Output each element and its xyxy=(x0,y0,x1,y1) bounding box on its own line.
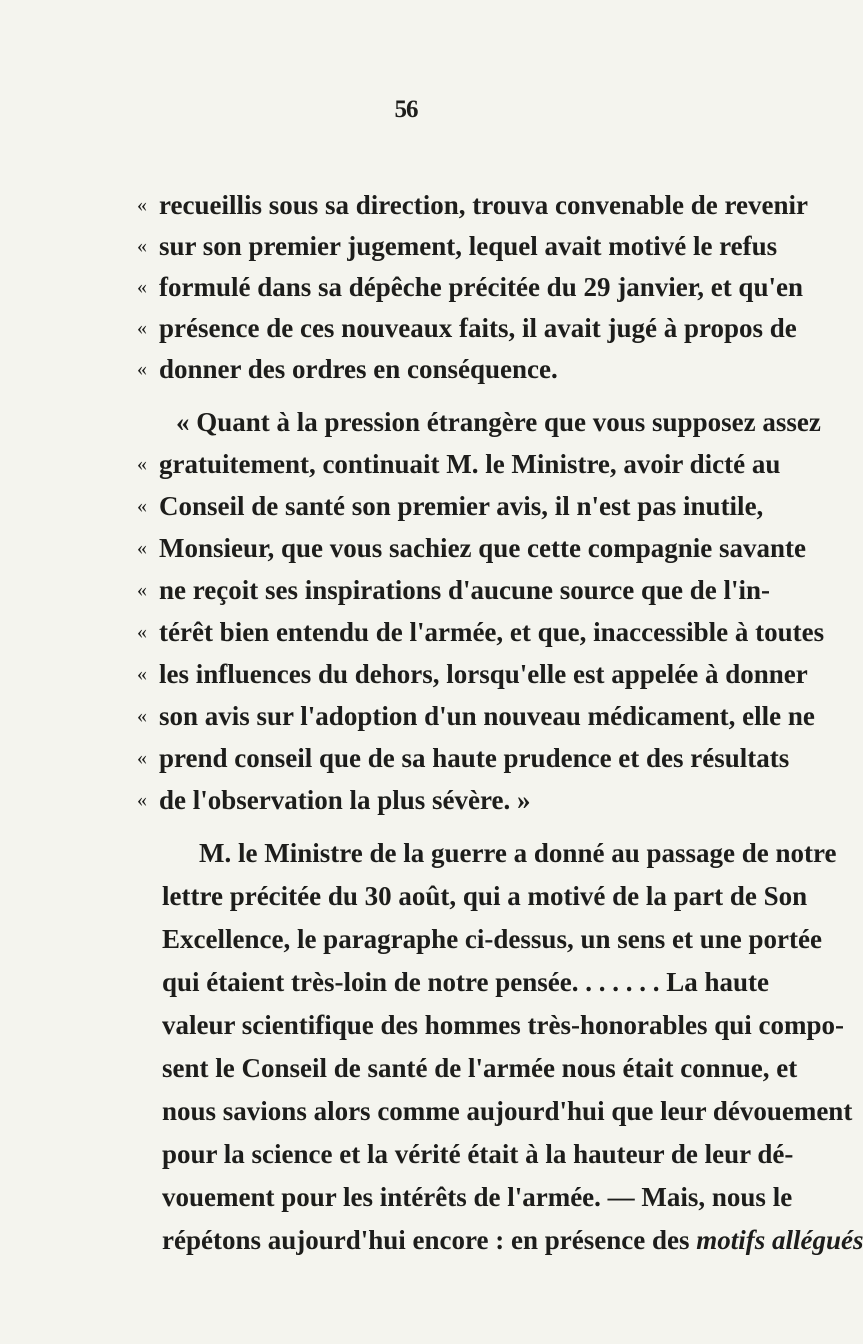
quote-line-text: gratuitement, continuait M. le Ministre, avoir dicté au xyxy=(159,449,781,479)
quote-line-text: de l'observation la plus sévère. » xyxy=(159,785,531,815)
quote-line-text: Monsieur, que vous sachiez que cette compagnie savante xyxy=(159,533,806,563)
quote-line xyxy=(137,573,771,607)
paragraph-line: nous savions alors comme aujourd'hui que leur dévouement xyxy=(162,1096,853,1126)
quote-line xyxy=(137,229,778,263)
paragraph-line: vouement pour les intérêts de l'armée. — Mais, nous le xyxy=(162,1182,793,1212)
quote-mark: « xyxy=(137,663,147,685)
paragraph-line: valeur scientifique des hommes très-honorables qui compo- xyxy=(162,1010,844,1040)
paragraph-line: sent le Conseil de santé de l'armée nous était connue, et xyxy=(162,1053,798,1083)
quote-line-text: recueillis sous sa direction, trouva convenable de revenir xyxy=(159,190,808,220)
quote-line xyxy=(137,489,764,523)
quote-line-text: ne reçoit ses inspirations d'aucune source que de l'in- xyxy=(159,575,771,605)
quote-line xyxy=(137,741,790,775)
paragraph-line-text: répétons aujourd'hui encore : en présence des xyxy=(162,1225,697,1255)
quote-line-text: les influences du dehors, lorsqu'elle est appelée à donner xyxy=(159,659,808,689)
quote-line-text: son avis sur l'adoption d'un nouveau médicament, elle ne xyxy=(159,701,815,731)
paragraph-line-last xyxy=(162,1223,863,1257)
italic-phrase: motifs allégués xyxy=(696,1225,863,1255)
quote-mark: « xyxy=(137,276,147,298)
quote-mark: « xyxy=(137,579,147,601)
quote-line xyxy=(137,699,815,733)
quote-line-text: sur son premier jugement, lequel avait motivé le refus xyxy=(159,231,778,261)
quote-mark: « xyxy=(137,789,147,811)
quote-line-text: donner des ordres en conséquence. xyxy=(159,354,558,384)
quote-mark: « xyxy=(137,194,147,216)
quote-line-text: présence de ces nouveaux faits, il avait jugé à propos de xyxy=(159,313,797,343)
paragraph-line: lettre précitée du 30 août, qui a motivé de la part de Son xyxy=(162,881,808,911)
quote-line xyxy=(137,531,806,565)
quote-line-text: Conseil de santé son premier avis, il n'est pas inutile, xyxy=(159,491,764,521)
quote-paragraph-start: « Quant à la pression étrangère que vous supposez assez xyxy=(176,407,821,437)
paragraph-line: M. le Ministre de la guerre a donné au passage de notre xyxy=(199,838,837,868)
quote-line xyxy=(137,615,825,649)
quote-line xyxy=(137,657,808,691)
quote-line xyxy=(137,352,679,386)
quote-line xyxy=(137,447,781,481)
paragraph-line: qui étaient très-loin de notre pensée. . . . . . . La haute xyxy=(162,967,769,997)
quote-line-text: térêt bien entendu de l'armée, et que, inaccessible à toutes xyxy=(159,617,825,647)
quote-line xyxy=(137,270,803,304)
quote-mark: « xyxy=(137,495,147,517)
paragraph-line: Excellence, le paragraphe ci-dessus, un sens et une portée xyxy=(162,924,822,954)
quote-mark: « xyxy=(137,453,147,475)
paragraph-line: pour la science et la vérité était à la hauteur de leur dé- xyxy=(162,1139,794,1169)
quote-mark: « xyxy=(137,235,147,257)
quote-line xyxy=(137,311,797,345)
quote-line-text: formulé dans sa dépêche précitée du 29 janvier, et qu'en xyxy=(159,272,803,302)
quote-mark: « xyxy=(137,317,147,339)
quote-line-text: prend conseil que de sa haute prudence et des résultats xyxy=(159,743,790,773)
quote-mark: « xyxy=(137,705,147,727)
quote-mark: « xyxy=(137,358,147,380)
quote-line xyxy=(137,783,679,817)
quote-mark: « xyxy=(137,747,147,769)
quote-mark: « xyxy=(137,621,147,643)
quote-mark: « xyxy=(137,537,147,559)
quote-line xyxy=(137,188,808,222)
page-number: 56 xyxy=(394,96,418,123)
